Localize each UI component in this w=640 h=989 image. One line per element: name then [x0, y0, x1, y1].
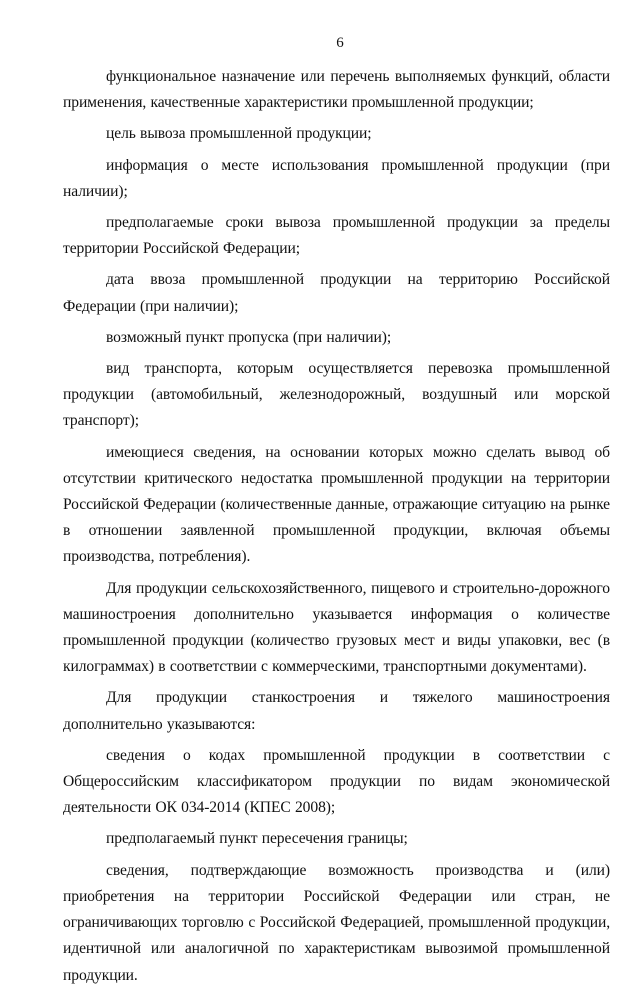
paragraph-production-possibility: сведения, подтверждающие возможность производства и (или) приобретения на территории Российской Федерации или стран, не ограничивающих торговлю с Российской Федерацией, промышленной продукции, идентичной или аналогичной по характеристикам вывозимой промышленной продукции.	[63, 861, 610, 984]
paragraph-border-crossing: предполагаемый пункт пересечения границы;	[106, 830, 408, 848]
paragraph-agricultural-machinery: Для продукции сельскохозяйственного, пищевого и строительно-дорожного машиностроения дополнительно указывается информация о количестве промышленной продукции (количество грузовых мест и виды упаковки, вес (в килограммах) в соответствии с коммерческими, транспортными документами).	[63, 579, 610, 676]
paragraph-product-codes: сведения о кодах промышленной продукции в соответствии с Общероссийским классификатором продукции по видам экономической деятельности ОК 034-2014 (КПЕС 2008);	[63, 746, 610, 817]
paragraph-transport-type: вид транспорта, которым осуществляется перевозка промышленной продукции (автомобильный, железнодорожный, воздушный или морской транспорт);	[63, 360, 610, 430]
paragraph-export-dates: предполагаемые сроки вывоза промышленной продукции за пределы территории Российской Федерации;	[63, 214, 610, 258]
page-number: 6	[336, 35, 344, 51]
paragraph-import-date: дата ввоза промышленной продукции на территорию Российской Федерации (при наличии);	[63, 271, 610, 315]
paragraph-export-goal: цель вывоза промышленной продукции;	[106, 125, 372, 143]
paragraph-functional-purpose: функциональное назначение или перечень выполняемых функций, области применения, качественные характеристики промышленной продукции;	[63, 68, 610, 112]
paragraph-shortage-evidence: имеющиеся сведения, на основании которых можно сделать вывод об отсутствии критического недостатка промышленной продукции на территории Российской Федерации (количественные данные, отражающие ситуацию на рынке в отношении заявленной промышленной продукции, включая объемы производства, потребления).	[63, 443, 610, 566]
paragraph-machine-tools-intro: Для продукции станкостроения и тяжелого машиностроения дополнительно указываются:	[63, 689, 610, 733]
paragraph-usage-place: информация о месте использования промышленной продукции (при наличии);	[63, 156, 610, 200]
paragraph-checkpoint: возможный пункт пропуска (при наличии);	[106, 328, 392, 346]
document-body	[63, 64, 610, 989]
